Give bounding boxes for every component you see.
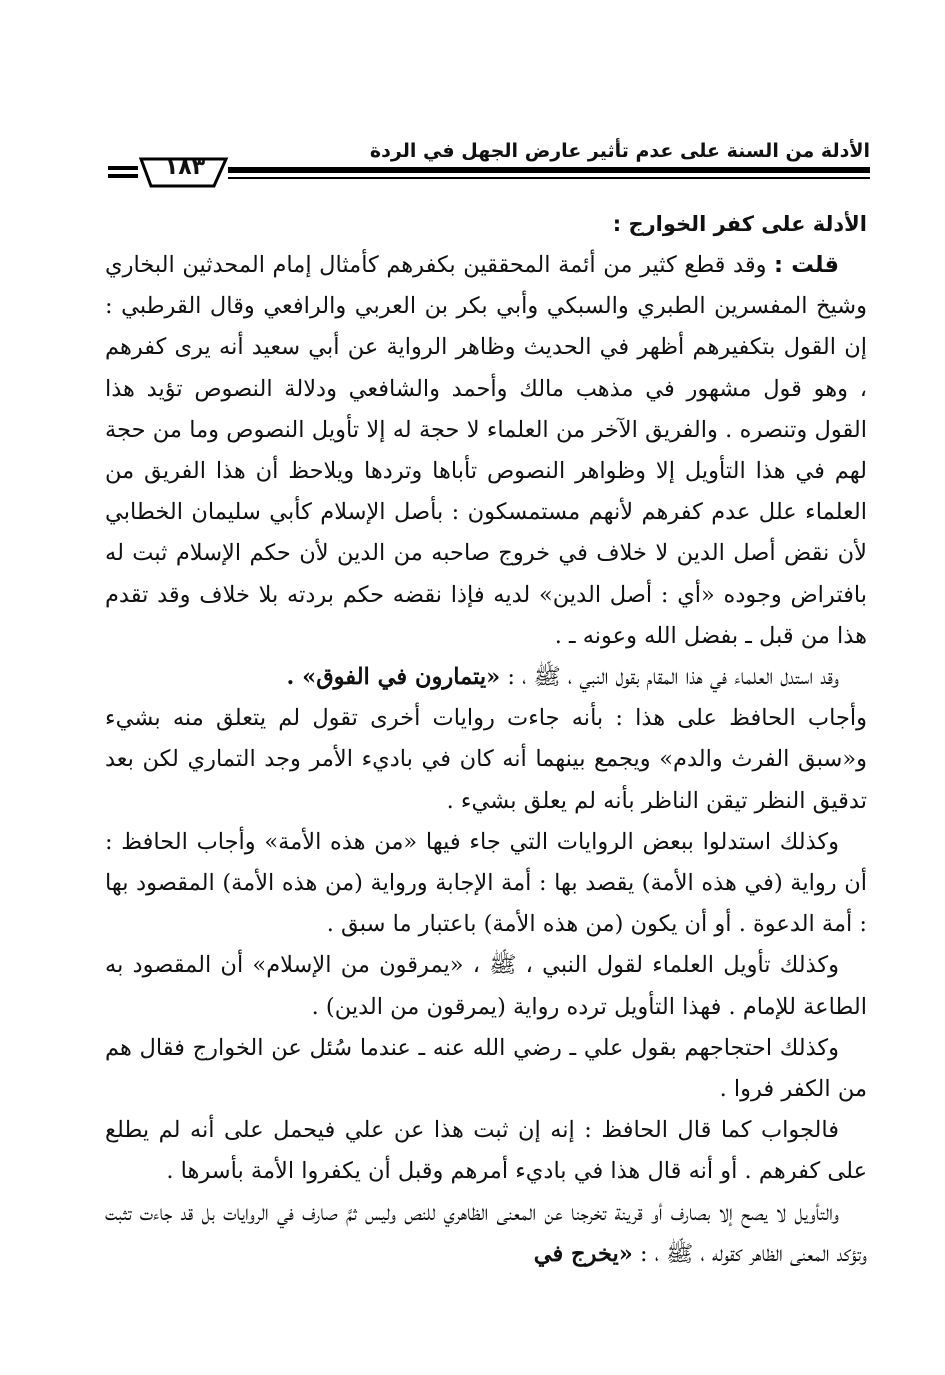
hadith-quote: «يتمارون في الفوق» . xyxy=(286,664,501,691)
paragraph-6: وكذلك احتجاجهم بقول علي ـ رضي الله عنه ـ عندما سُئل عن الخوارج فقال هم من الكفر فروا . xyxy=(105,1034,867,1103)
paragraph-7: فالجواب كما قال الحافظ : إنه إن ثبت هذا عن علي فيحمل على أنه لم يطلع على كفرهم . أو أنه قال هذا في باديء أمرهم وقبل أن يكفروا الأمة بأسرها . xyxy=(105,1117,867,1185)
paragraph-8 xyxy=(105,1193,867,1275)
page-number: ١٨٣ xyxy=(164,155,206,180)
section-heading: الأدلة على كفر الخوارج : xyxy=(612,212,867,236)
paragraph-5: وكذلك تأويل العلماء لقول النبي ، ﷺ ، «يمرقون من الإسلام» أن المقصود به الطاعة للإمام . فهذا التأويل ترده رواية (يمرقون من الدين) . xyxy=(105,952,867,1020)
running-title: الأدلة من السنة على عدم تأثير عارض الجهل في الردة xyxy=(369,140,870,162)
main-text xyxy=(105,208,867,1275)
paragraph-3: وأجاب الحافظ على هذا : بأنه جاءت روايات أخرى تقول لم يتعلق منه بشيء و«سبق الفرث والدم» ويجمع بينهما أنه كان في باديء الأمر وجد التماري لكن بعد تدقيق النظر تيقن الناظر بأنه لم يعلق بشيء . xyxy=(105,705,867,814)
paragraph-2 xyxy=(105,657,867,698)
paragraph-1 xyxy=(105,245,867,657)
header-rule-ornament xyxy=(0,0,945,200)
paragraph-1-text: وقد قطع كثير من أئمة المحققين بكفرهم كأمثال إمام المحدثين البخاري وشيخ المفسرين الطبري والسبكي وأبي بكر بن العربي والرافعي وقال القرطبي : إن القول بتكفيرهم أظهر في الحديث وظاهر الرواية عن أبي سعيد أنه يرى كفرهم ، وهو قول مشهور في مذهب مالك وأحمد والشافعي ودلالة النصوص تؤيد هذا القول وتنصره . والفريق الآخر من العلماء لا حجة له إلا تأويل النصوص وما من حجة لهم في هذا التأويل إلا وظواهر النصوص تأباها وتردها ويلاحظ أن هذا الفريق من العلماء علل عدم كفرهم لأنهم مستمسكون : بأصل الإسلام كأبي سليمان الخطابي لأن نقض أصل الدين لا خلاف في خروج صاحبه من الدين لأن حكم الإسلام ثبت له بافتراض وجوده «أي : أصل الدين» لديه فإذا نقضه حكم بردته بلا خلاف وقد تقدم هذا من قبل ـ بفضل الله وعونه ـ . xyxy=(105,252,867,649)
paragraph-4: وكذلك استدلوا ببعض الروايات التي جاء فيها «من هذه الأمة» وأجاب الحافظ : أن رواية (في هذه الأمة) يقصد بها : أمة الإجابة ورواية (من هذه الأمة) المقصود بها : أمة الدعوة . أو أن يكون (من هذه الأمة) باعتبار ما سبق . xyxy=(105,828,867,938)
qult-label: قلت : xyxy=(774,252,839,278)
hadith-quote-2: «يخرج في xyxy=(533,1240,633,1267)
paragraph-2-text: وقد استدل العلماء في هذا المقام بقول النبي ، ﷺ ، : xyxy=(507,664,839,691)
paragraph-8-text: والتأويل لا يصح إلا بصارف أو قرينة تخرجنا عن المعنى الظاهري للنص وليس ثمَّ صارف في الروايات بل قد جاءت تثبت وتؤكد المعنى الظاهر كقوله ، ﷺ ، : xyxy=(105,1199,867,1267)
